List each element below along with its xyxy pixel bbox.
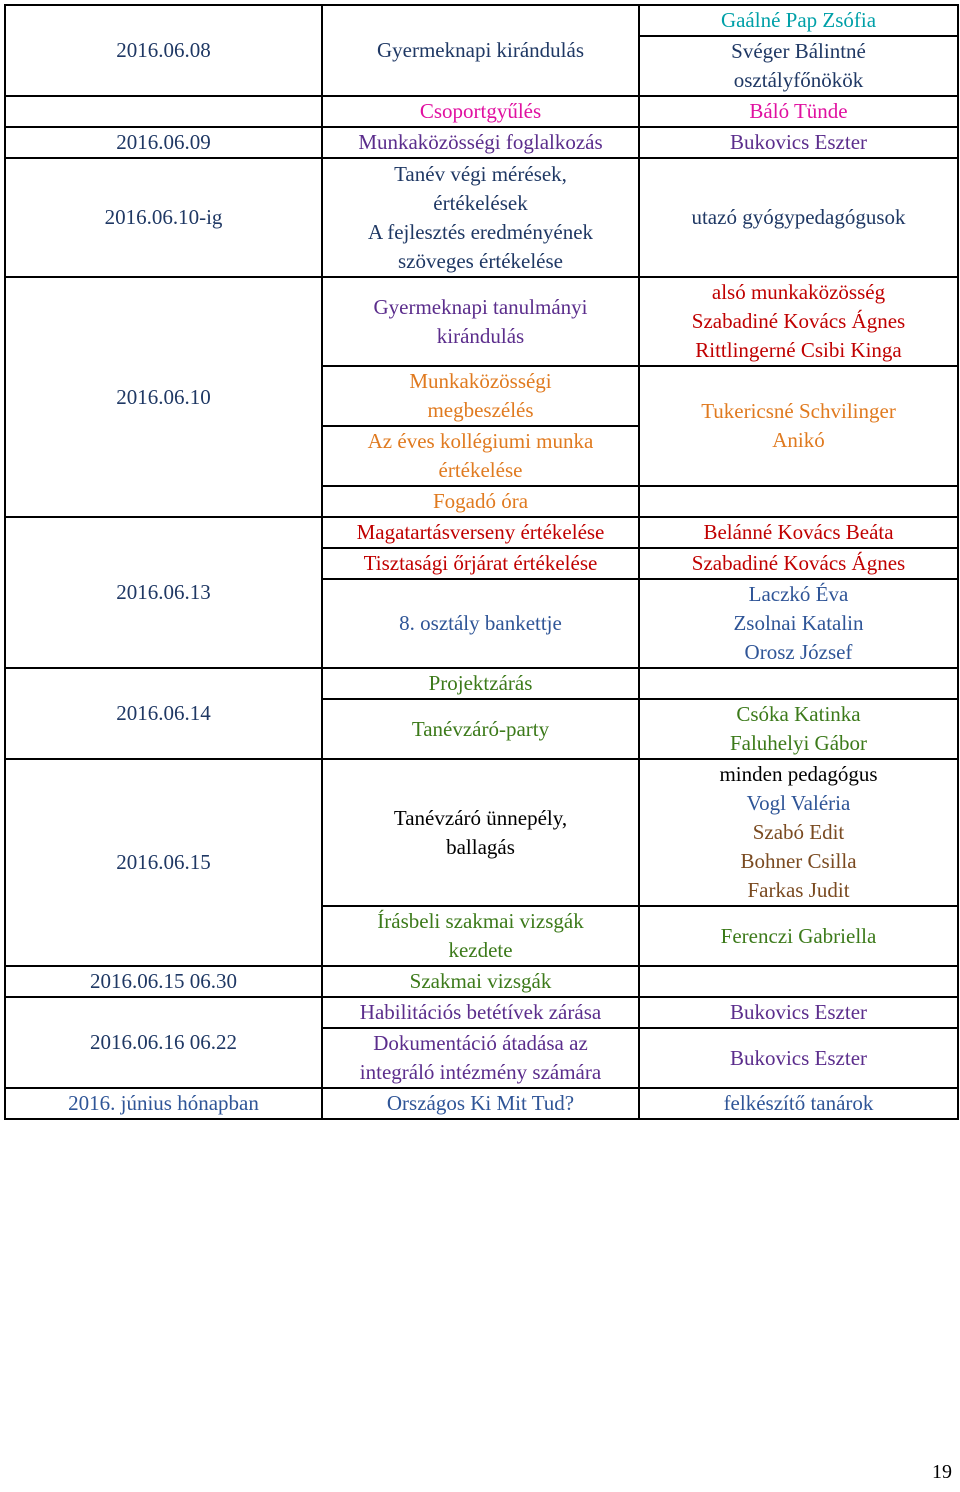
event-cell: [322, 1028, 639, 1088]
event-text: Projektzárás: [428, 671, 533, 695]
event-text: Írásbeli szakmai vizsgák: [377, 909, 584, 933]
event-cell: [322, 218, 639, 277]
event-cell: [322, 158, 639, 218]
responsible-text: Rittlingerné Csibi Kinga: [695, 338, 902, 362]
responsible-text: Orosz József: [744, 640, 853, 664]
responsible-cell: [639, 36, 958, 96]
responsible-cell: [639, 96, 958, 127]
responsible-text: Szabadiné Kovács Ágnes: [691, 551, 906, 575]
responsible-text: osztályfőnökök: [733, 68, 864, 92]
event-cell: [322, 96, 639, 127]
event-text: Munkaközösségi foglalkozás: [358, 130, 603, 154]
responsible-cell: [639, 517, 958, 548]
date-text: 2016.06.13: [116, 580, 211, 604]
event-text: Magatartásverseny értékelése: [356, 520, 605, 544]
responsible-text: utazó gyógypedagógusok: [691, 205, 906, 229]
event-cell: [322, 426, 639, 486]
schedule-table: [4, 4, 959, 1120]
event-text: Tisztasági őrjárat értékelése: [363, 551, 598, 575]
responsible-text: Farkas Judit: [747, 878, 850, 902]
responsible-text: Zsolnai Katalin: [733, 611, 864, 635]
event-text: Az éves kollégiumi munka: [367, 429, 594, 453]
responsible-text: Laczkó Éva: [748, 582, 849, 606]
event-text: Gyermeknapi kirándulás: [376, 38, 585, 62]
event-cell: [322, 1088, 639, 1119]
event-text: A fejlesztés eredményének: [367, 220, 594, 244]
responsible-cell-empty: [639, 486, 958, 517]
table-row: [5, 517, 958, 548]
event-cell: [322, 966, 639, 997]
event-cell: [322, 699, 639, 759]
event-text: Tanévzáró ünnepély,: [393, 805, 568, 830]
event-text: Fogadó óra: [432, 489, 529, 513]
table-row: [5, 5, 958, 36]
event-cell: [322, 277, 639, 366]
date-cell: [5, 1088, 322, 1119]
responsible-text: Gaálné Pap Zsófia: [720, 8, 877, 32]
responsible-text: Bukovics Eszter: [729, 1000, 868, 1024]
responsible-text: Bukovics Eszter: [729, 1045, 868, 1070]
event-cell: [322, 366, 639, 426]
table-row: [5, 966, 958, 997]
table-row: [5, 127, 958, 158]
responsible-text: Csóka Katinka: [736, 702, 861, 726]
event-cell: [322, 906, 639, 966]
responsible-text: Ferenczi Gabriella: [720, 923, 877, 948]
responsible-cell: [639, 759, 958, 906]
table-row: [5, 277, 958, 366]
date-text: 2016.06.09: [116, 130, 211, 154]
responsible-cell: [639, 699, 958, 759]
event-text: Országos Ki Mit Tud?: [386, 1091, 575, 1115]
event-text: Tanévzáró-party: [411, 716, 550, 741]
table-row: [5, 96, 958, 127]
responsible-text: alsó munkaközösség: [711, 280, 886, 304]
table-row: [5, 668, 958, 699]
date-text: 2016.06.14: [116, 701, 211, 725]
date-cell: [5, 277, 322, 517]
table-row: [5, 1088, 958, 1119]
responsible-text: Báló Tünde: [749, 99, 848, 123]
event-text: Szakmai vizsgák: [409, 969, 552, 993]
event-text: kirándulás: [436, 323, 525, 348]
date-cell-empty: [5, 96, 322, 127]
responsible-text: Bohner Csilla: [740, 849, 857, 873]
event-text: megbeszélés: [427, 398, 534, 422]
table-row: [5, 158, 958, 218]
date-text: 2016.06.10-ig: [104, 205, 223, 229]
event-text: Tanév végi mérések,: [394, 161, 567, 186]
event-text: ballagás: [446, 834, 515, 859]
event-cell: [322, 127, 639, 158]
date-text: 2016.06.15: [116, 850, 211, 874]
responsible-text: minden pedagógus: [719, 762, 878, 786]
event-cell: [322, 579, 639, 668]
responsible-cell: [639, 1088, 958, 1119]
responsible-cell: [639, 906, 958, 966]
event-cell: [322, 486, 639, 517]
responsible-text: Bukovics Eszter: [729, 130, 868, 154]
date-text: 2016.06.15 06.30: [90, 969, 237, 993]
date-cell: [5, 517, 322, 668]
responsible-cell: [639, 366, 958, 486]
responsible-cell-empty: [639, 966, 958, 997]
event-cell: [322, 997, 639, 1028]
responsible-cell-empty: [639, 668, 958, 699]
date-cell: [5, 5, 322, 96]
date-cell: [5, 759, 322, 966]
date-text: 2016. június hónapban: [68, 1091, 259, 1115]
event-text: kezdete: [448, 938, 513, 962]
event-text: integráló intézmény számára: [359, 1060, 602, 1084]
event-cell: [322, 548, 639, 579]
responsible-text: Svéger Bálintné: [731, 39, 866, 63]
event-cell: [322, 759, 639, 906]
responsible-cell: [639, 997, 958, 1028]
date-cell: [5, 997, 322, 1088]
responsible-cell: [639, 277, 958, 366]
date-text: 2016.06.16 06.22: [90, 1030, 237, 1054]
responsible-text: felkészítő tanárok: [723, 1091, 874, 1115]
date-cell: [5, 668, 322, 759]
event-cell: [322, 668, 639, 699]
date-text: 2016.06.08: [116, 38, 211, 62]
responsible-text: Vogl Valéria: [746, 791, 851, 815]
event-text: Csoportgyűlés: [419, 99, 542, 123]
event-text: Dokumentáció átadása az: [373, 1031, 588, 1055]
responsible-text: Szabó Edit: [752, 820, 845, 844]
event-text: értékelések: [433, 190, 528, 215]
responsible-text: Faluhelyi Gábor: [729, 731, 868, 755]
responsible-text: Belánné Kovács Beáta: [703, 520, 894, 544]
responsible-text: Szabadiné Kovács Ágnes: [691, 309, 906, 333]
responsible-cell: [639, 1028, 958, 1088]
date-text: 2016.06.10: [116, 384, 211, 409]
event-text: Munkaközösségi: [409, 369, 552, 393]
table-row: [5, 759, 958, 906]
table-row: [5, 997, 958, 1028]
event-cell: [322, 517, 639, 548]
responsible-cell: [639, 127, 958, 158]
event-text: szöveges értékelése: [398, 249, 563, 273]
responsible-cell: [639, 579, 958, 668]
date-cell: [5, 127, 322, 158]
date-cell: [5, 966, 322, 997]
responsible-text: Tukericsné Schvilinger: [701, 399, 896, 423]
page-number: 19: [932, 1461, 952, 1483]
responsible-cell: [639, 5, 958, 36]
event-cell: [322, 5, 639, 96]
responsible-cell: [639, 158, 958, 277]
event-text: Gyermeknapi tanulmányi: [373, 294, 588, 319]
event-text: 8. osztály bankettje: [399, 611, 562, 635]
responsible-cell: [639, 548, 958, 579]
date-cell: [5, 158, 322, 277]
responsible-text: Anikó: [772, 428, 825, 452]
event-text: Habilitációs betétívek zárása: [359, 1000, 602, 1024]
event-text: értékelése: [438, 458, 523, 482]
